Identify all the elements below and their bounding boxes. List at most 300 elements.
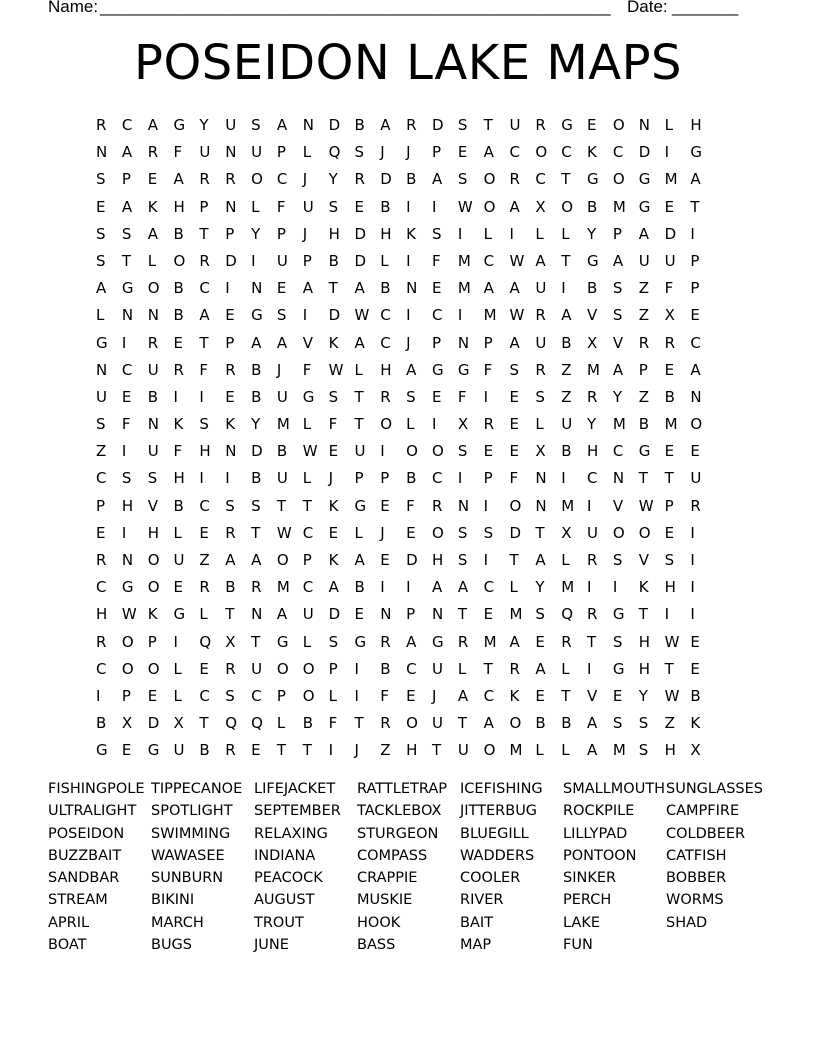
grid-cell[interactable]: L	[483, 224, 493, 243]
grid-cell[interactable]: A	[638, 224, 649, 243]
grid-cell[interactable]: B	[328, 251, 339, 270]
grid-cell[interactable]: A	[587, 714, 598, 733]
grid-cell[interactable]: U	[251, 143, 263, 162]
grid-cell[interactable]: M	[561, 496, 575, 515]
grid-cell[interactable]: N	[121, 306, 134, 325]
grid-cell[interactable]: L	[561, 551, 570, 569]
grid-cell[interactable]: K	[328, 496, 339, 515]
grid-cell[interactable]: S	[664, 551, 675, 569]
grid-cell[interactable]: H	[587, 442, 599, 461]
grid-cell[interactable]: J	[302, 170, 308, 189]
grid-cell[interactable]: S	[328, 387, 339, 406]
grid-cell[interactable]: G	[638, 170, 651, 189]
grid-cell[interactable]: S	[225, 496, 235, 515]
grid-cell[interactable]: B	[380, 659, 391, 678]
grid-cell[interactable]: B	[561, 714, 572, 733]
grid-cell[interactable]: O	[121, 659, 134, 678]
grid-cell[interactable]: R	[561, 632, 572, 651]
grid-cell[interactable]: S	[431, 224, 442, 243]
grid-cell[interactable]: F	[328, 415, 338, 434]
grid-cell[interactable]: D	[431, 116, 444, 134]
grid-cell[interactable]: Y	[328, 170, 338, 189]
grid-cell[interactable]: B	[173, 279, 184, 298]
grid-cell[interactable]: Y	[587, 415, 597, 434]
grid-cell[interactable]: L	[354, 360, 363, 379]
grid-cell[interactable]: G	[173, 605, 186, 624]
grid-cell[interactable]: G	[612, 605, 625, 624]
grid-cell[interactable]: D	[328, 306, 341, 325]
grid-cell[interactable]: M	[612, 415, 626, 434]
grid-cell[interactable]: E	[587, 116, 597, 134]
grid-cell[interactable]: L	[276, 714, 286, 733]
grid-cell[interactable]: H	[638, 632, 650, 651]
grid-cell[interactable]: O	[147, 659, 160, 678]
grid-cell[interactable]: P	[690, 251, 700, 270]
grid-cell[interactable]: A	[483, 714, 494, 733]
grid-cell[interactable]: Z	[96, 442, 107, 461]
grid-cell[interactable]: M	[483, 306, 497, 325]
grid-cell[interactable]: T	[664, 659, 674, 678]
grid-cell[interactable]: N	[225, 197, 237, 216]
grid-cell[interactable]: B	[302, 714, 314, 733]
grid-cell[interactable]: A	[276, 116, 288, 134]
grid-cell[interactable]: Q	[561, 605, 573, 624]
grid-cell[interactable]: V	[638, 551, 649, 569]
grid-cell[interactable]: X	[587, 333, 598, 352]
grid-cell[interactable]: Y	[251, 224, 261, 243]
grid-cell[interactable]: N	[457, 333, 470, 352]
grid-cell[interactable]: E	[173, 333, 184, 352]
grid-cell[interactable]: I	[690, 224, 695, 243]
grid-cell[interactable]: Z	[561, 387, 572, 406]
grid-cell[interactable]: X	[535, 442, 546, 461]
grid-cell[interactable]: L	[302, 415, 312, 434]
grid-cell[interactable]: E	[147, 686, 158, 705]
grid-cell[interactable]: R	[638, 333, 650, 352]
grid-cell[interactable]: G	[431, 632, 444, 651]
grid-cell[interactable]: E	[509, 415, 519, 434]
grid-cell[interactable]: R	[535, 360, 546, 379]
date-field[interactable]: _______	[672, 0, 739, 16]
grid-cell[interactable]: U	[457, 741, 469, 760]
grid-cell[interactable]: E	[380, 551, 390, 569]
grid-cell[interactable]: A	[612, 251, 624, 270]
grid-cell[interactable]: R	[690, 496, 701, 515]
grid-cell[interactable]: U	[638, 251, 650, 270]
grid-cell[interactable]: J	[380, 143, 385, 162]
grid-cell[interactable]: O	[561, 197, 573, 216]
grid-cell[interactable]: I	[690, 523, 695, 542]
grid-cell[interactable]: M	[276, 415, 290, 434]
grid-cell[interactable]: T	[561, 170, 571, 189]
grid-cell[interactable]: K	[225, 415, 236, 434]
grid-cell[interactable]: A	[173, 170, 184, 189]
grid-cell[interactable]: A	[251, 551, 262, 569]
grid-cell[interactable]: E	[690, 442, 700, 461]
grid-cell[interactable]: F	[406, 496, 415, 515]
grid-cell[interactable]: I	[199, 387, 204, 406]
grid-cell[interactable]: I	[406, 306, 411, 325]
grid-cell[interactable]: I	[328, 741, 334, 760]
grid-cell[interactable]: V	[587, 686, 598, 705]
grid-cell[interactable]: H	[199, 442, 211, 461]
grid-cell[interactable]: T	[483, 659, 493, 678]
grid-cell[interactable]: E	[509, 442, 519, 461]
grid-cell[interactable]: L	[173, 523, 182, 542]
grid-cell[interactable]: T	[483, 116, 493, 134]
grid-cell[interactable]: W	[121, 605, 137, 624]
grid-cell[interactable]: B	[638, 415, 650, 434]
grid-cell[interactable]: O	[276, 659, 289, 678]
grid-cell[interactable]: I	[406, 578, 411, 597]
grid-cell[interactable]: U	[199, 143, 211, 162]
grid-cell[interactable]: R	[664, 333, 675, 352]
grid-cell[interactable]: C	[483, 578, 495, 597]
grid-cell[interactable]: B	[561, 333, 572, 352]
grid-cell[interactable]: R	[225, 170, 236, 189]
grid-cell[interactable]: F	[173, 143, 183, 162]
grid-cell[interactable]: Q	[251, 714, 263, 733]
grid-cell[interactable]: N	[535, 469, 547, 488]
grid-cell[interactable]: U	[509, 116, 521, 134]
grid-cell[interactable]: W	[664, 686, 680, 705]
grid-cell[interactable]: R	[199, 170, 210, 189]
grid-cell[interactable]: S	[328, 632, 339, 651]
grid-cell[interactable]: U	[302, 197, 314, 216]
grid-cell[interactable]: Y	[638, 686, 648, 705]
grid-cell[interactable]: T	[328, 279, 338, 298]
grid-cell[interactable]: C	[199, 496, 210, 515]
grid-cell[interactable]: L	[302, 143, 312, 162]
grid-cell[interactable]: I	[406, 251, 411, 270]
grid-cell[interactable]: I	[561, 279, 566, 298]
grid-cell[interactable]: O	[406, 714, 418, 733]
grid-cell[interactable]: R	[354, 170, 365, 189]
grid-cell[interactable]: I	[483, 496, 489, 515]
grid-cell[interactable]: S	[638, 741, 649, 760]
grid-cell[interactable]: S	[96, 224, 106, 243]
grid-cell[interactable]: A	[302, 279, 314, 298]
grid-cell[interactable]: U	[225, 116, 237, 134]
grid-cell[interactable]: G	[96, 333, 108, 352]
grid-cell[interactable]: E	[664, 442, 675, 461]
grid-cell[interactable]: L	[535, 741, 544, 760]
grid-cell[interactable]: E	[457, 143, 468, 162]
grid-cell[interactable]: I	[431, 415, 437, 434]
grid-cell[interactable]: C	[690, 333, 701, 352]
grid-cell[interactable]: N	[380, 605, 392, 624]
grid-cell[interactable]: A	[354, 279, 365, 298]
grid-cell[interactable]: N	[612, 469, 625, 488]
grid-cell[interactable]: A	[121, 143, 133, 162]
grid-cell[interactable]: L	[561, 224, 570, 243]
grid-cell[interactable]: R	[457, 632, 469, 651]
grid-cell[interactable]: A	[509, 632, 520, 651]
grid-cell[interactable]: P	[431, 333, 442, 352]
grid-cell[interactable]: F	[431, 251, 441, 270]
grid-cell[interactable]: B	[535, 714, 546, 733]
grid-cell[interactable]: W	[354, 306, 370, 325]
grid-cell[interactable]: U	[173, 551, 185, 569]
grid-cell[interactable]: A	[561, 306, 572, 325]
grid-cell[interactable]: P	[276, 224, 286, 243]
grid-cell[interactable]: K	[147, 605, 158, 624]
grid-cell[interactable]: A	[509, 333, 520, 352]
grid-cell[interactable]: P	[664, 496, 674, 515]
grid-cell[interactable]: E	[509, 387, 519, 406]
grid-cell[interactable]: E	[380, 496, 390, 515]
grid-cell[interactable]: R	[406, 116, 417, 134]
grid-cell[interactable]: E	[354, 197, 364, 216]
grid-cell[interactable]: K	[690, 714, 701, 733]
grid-cell[interactable]: J	[406, 333, 411, 352]
grid-cell[interactable]: T	[561, 251, 571, 270]
grid-cell[interactable]: H	[664, 578, 676, 597]
grid-cell[interactable]: F	[276, 197, 286, 216]
grid-cell[interactable]: F	[302, 360, 312, 379]
grid-cell[interactable]: L	[664, 116, 673, 134]
grid-cell[interactable]: N	[96, 143, 108, 162]
grid-cell[interactable]: A	[328, 578, 339, 597]
grid-cell[interactable]: I	[354, 659, 359, 678]
grid-cell[interactable]: L	[173, 659, 182, 678]
grid-cell[interactable]: G	[121, 578, 134, 597]
grid-cell[interactable]: R	[225, 360, 236, 379]
grid-cell[interactable]: O	[483, 197, 496, 216]
grid-cell[interactable]: T	[457, 605, 467, 624]
grid-cell[interactable]: Z	[380, 741, 391, 760]
grid-cell[interactable]: R	[509, 659, 520, 678]
grid-cell[interactable]: W	[664, 632, 680, 651]
grid-cell[interactable]: I	[96, 686, 101, 705]
grid-cell[interactable]: M	[276, 578, 290, 597]
grid-cell[interactable]: M	[509, 605, 523, 624]
grid-cell[interactable]: A	[535, 551, 546, 569]
grid-cell[interactable]: E	[147, 170, 158, 189]
grid-cell[interactable]: E	[406, 523, 416, 542]
grid-cell[interactable]: D	[328, 116, 341, 134]
grid-cell[interactable]: L	[535, 415, 544, 434]
grid-cell[interactable]: T	[431, 741, 442, 760]
grid-cell[interactable]: U	[535, 333, 547, 352]
grid-cell[interactable]: U	[302, 605, 314, 624]
grid-cell[interactable]: T	[664, 469, 674, 488]
grid-cell[interactable]: E	[612, 686, 623, 705]
grid-cell[interactable]: U	[276, 251, 288, 270]
grid-cell[interactable]: I	[354, 686, 359, 705]
grid-cell[interactable]: G	[638, 442, 651, 461]
grid-cell[interactable]: H	[664, 741, 676, 760]
grid-cell[interactable]: B	[251, 387, 262, 406]
grid-cell[interactable]: O	[147, 279, 160, 298]
grid-cell[interactable]: E	[225, 387, 235, 406]
grid-cell[interactable]: F	[457, 387, 467, 406]
grid-cell[interactable]: P	[276, 686, 286, 705]
grid-cell[interactable]: B	[199, 741, 210, 760]
grid-cell[interactable]: E	[328, 523, 339, 542]
grid-cell[interactable]: V	[587, 306, 598, 325]
grid-cell[interactable]: B	[173, 496, 184, 515]
grid-cell[interactable]: J	[354, 741, 359, 760]
grid-cell[interactable]: J	[406, 143, 411, 162]
grid-cell[interactable]: R	[587, 387, 598, 406]
grid-cell[interactable]: D	[251, 442, 263, 461]
grid-cell[interactable]: I	[380, 442, 385, 461]
grid-cell[interactable]: C	[302, 523, 314, 542]
grid-cell[interactable]: L	[561, 741, 570, 760]
grid-cell[interactable]: E	[121, 387, 132, 406]
grid-cell[interactable]: P	[302, 251, 312, 270]
grid-cell[interactable]: C	[561, 143, 572, 162]
grid-cell[interactable]: J	[380, 523, 385, 542]
grid-cell[interactable]: Z	[638, 306, 649, 325]
grid-cell[interactable]: C	[535, 170, 546, 189]
grid-cell[interactable]: N	[302, 116, 314, 134]
grid-cell[interactable]: F	[509, 469, 519, 488]
grid-cell[interactable]: G	[457, 360, 470, 379]
grid-cell[interactable]: E	[535, 632, 545, 651]
grid-cell[interactable]: D	[509, 523, 522, 542]
grid-cell[interactable]: M	[561, 578, 575, 597]
grid-cell[interactable]: L	[457, 659, 467, 678]
grid-cell[interactable]: R	[380, 387, 391, 406]
grid-cell[interactable]: S	[457, 523, 468, 542]
grid-cell[interactable]: R	[173, 360, 184, 379]
grid-cell[interactable]: Y	[612, 387, 623, 406]
grid-cell[interactable]: P	[147, 632, 157, 651]
grid-cell[interactable]: B	[561, 442, 572, 461]
grid-cell[interactable]: S	[535, 605, 545, 624]
grid-cell[interactable]: I	[121, 442, 127, 461]
grid-cell[interactable]: X	[561, 523, 572, 542]
grid-cell[interactable]: E	[535, 686, 545, 705]
grid-cell[interactable]: R	[431, 496, 443, 515]
grid-cell[interactable]: A	[251, 333, 262, 352]
grid-cell[interactable]: U	[251, 659, 263, 678]
grid-cell[interactable]: S	[612, 551, 623, 569]
grid-cell[interactable]: S	[354, 143, 364, 162]
grid-cell[interactable]: R	[225, 523, 236, 542]
grid-cell[interactable]: T	[561, 686, 571, 705]
grid-cell[interactable]: G	[587, 170, 599, 189]
grid-cell[interactable]: I	[121, 333, 127, 352]
grid-cell[interactable]: A	[457, 578, 469, 597]
grid-cell[interactable]: G	[173, 116, 186, 134]
grid-cell[interactable]: W	[457, 197, 473, 216]
grid-cell[interactable]: N	[457, 496, 470, 515]
grid-cell[interactable]: V	[612, 496, 624, 515]
grid-cell[interactable]: L	[251, 197, 260, 216]
grid-cell[interactable]: E	[406, 686, 416, 705]
grid-cell[interactable]: S	[251, 116, 261, 134]
grid-cell[interactable]: P	[96, 496, 106, 515]
grid-cell[interactable]: L	[302, 469, 312, 488]
grid-cell[interactable]: Z	[199, 551, 210, 569]
grid-cell[interactable]: A	[121, 197, 133, 216]
grid-cell[interactable]: E	[690, 659, 700, 678]
grid-cell[interactable]: C	[612, 143, 624, 162]
grid-cell[interactable]: R	[483, 415, 495, 434]
grid-cell[interactable]: L	[96, 306, 105, 325]
grid-cell[interactable]: P	[328, 659, 338, 678]
grid-cell[interactable]: D	[354, 224, 366, 243]
grid-cell[interactable]: Z	[561, 360, 572, 379]
grid-cell[interactable]: A	[535, 659, 546, 678]
grid-cell[interactable]: S	[535, 387, 545, 406]
grid-cell[interactable]: P	[431, 143, 442, 162]
grid-cell[interactable]: N	[690, 387, 702, 406]
grid-cell[interactable]: N	[638, 116, 650, 134]
grid-cell[interactable]: G	[612, 659, 625, 678]
grid-cell[interactable]: E	[96, 523, 106, 542]
grid-cell[interactable]: C	[483, 251, 495, 270]
grid-cell[interactable]: E	[690, 306, 700, 325]
grid-cell[interactable]: P	[406, 605, 416, 624]
grid-cell[interactable]: U	[535, 279, 547, 298]
grid-cell[interactable]: R	[96, 116, 107, 134]
grid-cell[interactable]: L	[147, 251, 157, 270]
grid-cell[interactable]: A	[354, 551, 365, 569]
grid-cell[interactable]: V	[612, 333, 624, 352]
grid-cell[interactable]: P	[380, 469, 390, 488]
grid-cell[interactable]: A	[380, 116, 391, 134]
grid-cell[interactable]: B	[406, 469, 417, 488]
grid-cell[interactable]: T	[638, 605, 648, 624]
grid-cell[interactable]: B	[96, 714, 107, 733]
grid-cell[interactable]: L	[535, 224, 544, 243]
grid-cell[interactable]: G	[431, 360, 444, 379]
grid-cell[interactable]: H	[431, 551, 444, 569]
grid-cell[interactable]: F	[173, 442, 183, 461]
grid-cell[interactable]: Z	[664, 714, 675, 733]
grid-cell[interactable]: L	[561, 659, 570, 678]
grid-cell[interactable]: P	[121, 686, 131, 705]
grid-cell[interactable]: J	[328, 469, 334, 488]
grid-cell[interactable]: X	[457, 415, 469, 434]
grid-cell[interactable]: A	[276, 605, 288, 624]
grid-cell[interactable]: J	[302, 224, 308, 243]
grid-cell[interactable]: F	[199, 360, 209, 379]
grid-cell[interactable]: U	[276, 387, 288, 406]
grid-cell[interactable]: G	[276, 632, 289, 651]
grid-cell[interactable]: E	[664, 360, 675, 379]
grid-cell[interactable]: O	[380, 415, 393, 434]
grid-cell[interactable]: W	[638, 496, 654, 515]
grid-cell[interactable]: T	[121, 251, 132, 270]
grid-cell[interactable]: K	[587, 143, 597, 162]
grid-cell[interactable]: C	[121, 360, 133, 379]
grid-cell[interactable]: T	[302, 496, 312, 515]
grid-cell[interactable]: K	[509, 686, 520, 705]
grid-cell[interactable]: M	[587, 360, 600, 379]
grid-cell[interactable]: S	[199, 415, 209, 434]
grid-cell[interactable]: Z	[638, 387, 649, 406]
grid-cell[interactable]: A	[509, 197, 520, 216]
grid-cell[interactable]: B	[354, 116, 365, 134]
grid-cell[interactable]: V	[147, 496, 158, 515]
grid-cell[interactable]: I	[173, 387, 178, 406]
grid-cell[interactable]: S	[96, 251, 106, 270]
grid-cell[interactable]: O	[638, 523, 651, 542]
grid-cell[interactable]: A	[199, 306, 210, 325]
grid-cell[interactable]: I	[612, 578, 618, 597]
grid-cell[interactable]: J	[431, 686, 437, 705]
grid-cell[interactable]: O	[431, 442, 444, 461]
grid-cell[interactable]: S	[612, 632, 623, 651]
grid-cell[interactable]: I	[431, 197, 437, 216]
grid-cell[interactable]: P	[276, 143, 286, 162]
grid-cell[interactable]: B	[251, 469, 262, 488]
